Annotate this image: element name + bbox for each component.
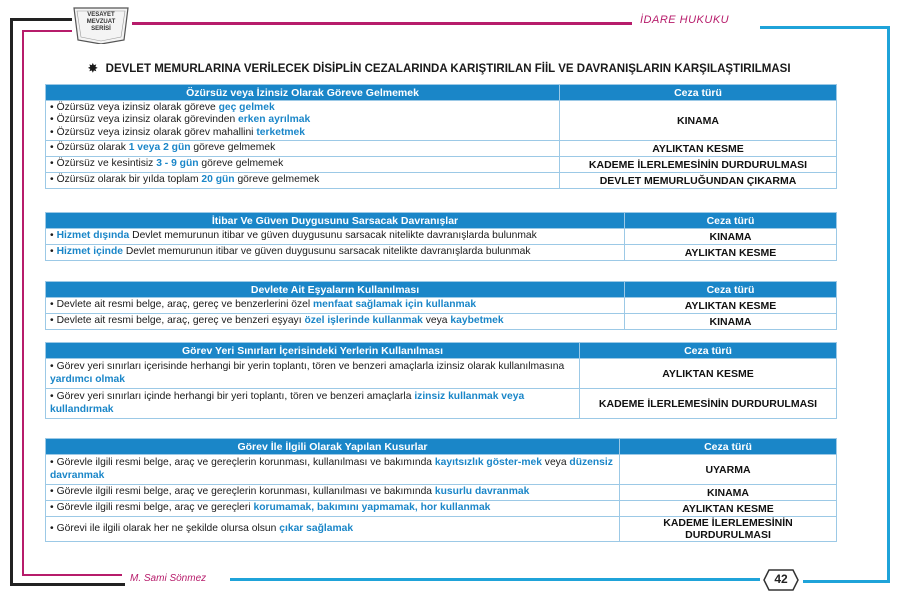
offense-text: Devlete ait resmi belge, araç, gereç ve benzeri eşyayı [56,315,305,327]
offense-line [50,523,615,536]
penalty-type: AYLIKTAN KESME [625,298,837,314]
penalty-type: KINAMA [625,229,837,245]
frame-line [230,578,760,581]
table-row [46,245,837,261]
frame-line [10,583,125,586]
offense-description [46,359,580,389]
page-number: 42 [774,572,788,586]
offense-description [46,157,560,173]
bullet-icon: • [50,114,54,126]
penalty-type: KADEME İLERLEMESİNİN DURDURULMASI [620,517,837,542]
offense-description [46,389,580,419]
bullet-icon: • [50,361,54,372]
bullet-icon: • [50,457,54,468]
section-table [45,212,837,261]
table-row [46,314,837,330]
section-table [45,438,837,542]
offense-description [46,455,620,485]
penalty-type: KADEME İLERLEMESİNİN DURDURULMASI [560,157,837,173]
frame-line [887,26,890,582]
highlight-text: kaybetmek [450,315,504,327]
offense-description [46,485,620,501]
table-row [46,501,837,517]
highlight-text: terketmek [256,126,305,138]
section-heading: Görev İle İlgili Olarak Yapılan Kusurlar [46,439,620,455]
table-row [46,389,837,419]
frame-line [10,18,13,586]
highlight-text: kayıtsızlık göster-mek [434,457,542,468]
bullet-icon: • [50,246,54,258]
table-row [46,298,837,314]
penalty-type: AYLIKTAN KESME [625,245,837,261]
offense-text: Özürsüz veya izinsiz olarak göreve [56,101,219,113]
offense-line [50,142,555,155]
offense-text: veya [541,457,570,468]
offense-description [46,314,625,330]
bullet-icon: • [50,486,54,498]
penalty-heading: Ceza türü [625,213,837,229]
offense-text: Devlet memurunun itibar ve güven duygusunu sarsacak nitelikte davranışlarda bulunmak [129,230,537,242]
penalty-heading: Ceza türü [625,282,837,298]
table-row [46,101,837,141]
offense-text: Görevle ilgili resmi belge, araç ve gereçlerin korunması, kullanılması ve bakımında [56,457,435,468]
offense-line [50,114,555,127]
table-row [46,455,837,485]
penalty-type: KINAMA [625,314,837,330]
highlight-text: kusurlu davranmak [434,486,530,498]
logo-line: MEVZUAT [86,19,116,25]
frame-line [22,574,122,576]
bullet-icon: • [50,126,54,138]
frame-line [22,30,72,32]
section-heading: Görev Yeri Sınırları İçerisindeki Yerlerin Kullanılması [46,343,580,359]
offense-description [46,101,560,141]
highlight-text: menfaat sağlamak için kullanmak [313,299,477,311]
bullet-icon: • [50,522,54,534]
section-table [45,84,837,189]
section-header-row [46,213,837,229]
penalty-type: KINAMA [620,485,837,501]
offense-line [50,315,620,328]
section-header-row [46,85,837,101]
highlight-text: izinsiz kullanmak veya kullandırmak [50,391,525,415]
offense-line [50,230,620,243]
offense-line [50,299,620,312]
offense-text: göreve gelmemek [198,158,284,170]
frame-line [803,580,890,583]
offense-line [50,391,575,416]
offense-description [46,517,620,542]
section-header-row [46,343,837,359]
penalty-heading: Ceza türü [560,85,837,101]
offense-line [50,457,615,482]
highlight-text: özel işlerinde kullanmak [304,315,423,327]
offense-text: Görevi ile ilgili olarak her ne şekilde olursa olsun [56,522,280,534]
table-row [46,359,837,389]
penalty-heading: Ceza türü [620,439,837,455]
page-title-text: DEVLET MEMURLARINA VERİLECEK DİSİPLİN CEZALARINDA KARIŞTIRILAN FİİL VE DAVRANIŞLARIN KARŞILAŞTIRILMASI [105,63,791,75]
bullet-icon: • [50,101,54,113]
offense-text: Özürsüz veya izinsiz olarak görev mahallini [56,126,257,138]
highlight-text: yardımcı olmak [50,373,125,385]
penalty-type: UYARMA [620,455,837,485]
highlight-text: düzensiz davranmak [50,457,613,481]
offense-line [50,127,555,140]
table-row [46,157,837,173]
section-header-row [46,282,837,298]
offense-text: Özürsüz olarak bir yılda toplam [56,174,202,186]
highlight-text: korumamak, bakımını yapmamak, hor kullanmak [253,502,491,514]
offense-text: Özürsüz olarak [56,142,129,154]
author-name: M. Sami Sönmez [130,573,207,584]
section-header-row [46,439,837,455]
offense-line [50,502,615,515]
offense-text: Görev yeri sınırları içinde herhangi bir yeri toplantı, tören ve benzeri amaçlarla [56,391,415,402]
offense-line [50,246,620,259]
penalty-type: KINAMA [560,101,837,141]
frame-line [10,18,72,21]
penalty-type: AYLIKTAN KESME [560,141,837,157]
offense-text: Özürsüz veya izinsiz olarak görevinden [56,114,239,126]
section-heading: Devlete Ait Eşyaların Kullanılması [46,282,625,298]
section-table [45,342,837,419]
highlight-text: 1 veya 2 gün [128,142,191,154]
offense-description [46,298,625,314]
offense-line [50,174,555,187]
offense-line [50,102,555,115]
table-row [46,141,837,157]
bullet-icon: • [50,230,54,242]
offense-text: veya [422,315,451,327]
offense-text: göreve gelmemek [190,142,276,154]
table-row [46,173,837,189]
section-table [45,281,837,330]
highlight-text: Hizmet dışında [56,230,130,242]
offense-line [50,361,575,386]
bullet-icon: • [50,174,54,186]
highlight-text: Hizmet içinde [56,246,123,258]
penalty-type: KADEME İLERLEMESİNİN DURDURULMASI [580,389,837,419]
highlight-text: 3 - 9 gün [156,158,199,170]
bullet-icon: • [50,142,54,154]
bullet-icon: • [50,391,54,402]
bullet-icon: • [50,299,54,311]
brand-title: İDARE HUKUKU [640,14,730,26]
logo-line: SERİSİ [91,26,111,32]
penalty-type: AYLIKTAN KESME [580,359,837,389]
series-logo-text [76,12,126,33]
penalty-type: DEVLET MEMURLUĞUNDAN ÇIKARMA [560,173,837,189]
offense-line [50,486,615,499]
offense-description [46,229,625,245]
penalty-heading: Ceza türü [580,343,837,359]
highlight-text: 20 gün [201,174,235,186]
offense-text: Devlet memurunun itibar ve güven duygusunu sarsacak nitelikte davranışlarda bulunmak [122,246,531,258]
frame-line [760,26,890,29]
offense-description [46,501,620,517]
offense-text: Görev yeri sınırları içerisinde herhangi bir yerin toplantı, tören ve benzeri amaçlarla izinsiz olarak kullanılmasına [56,361,565,372]
offense-text: Görevle ilgili resmi belge, araç ve gereçleri [56,502,254,514]
frame-line [132,22,632,25]
offense-line [50,158,555,171]
highlight-text: erken ayrılmak [238,114,311,126]
logo-line: VESAYET [87,12,115,18]
offense-description [46,245,625,261]
offense-text: Devlete ait resmi belge, araç, gereç ve benzerlerini özel [56,299,314,311]
page-title [88,61,791,75]
bullet-icon: • [50,502,54,514]
highlight-text: geç gelmek [218,101,275,113]
offense-description [46,173,560,189]
frame-line [22,30,24,575]
table-row [46,485,837,501]
offense-text: göreve gelmemek [234,174,320,186]
section-heading: Özürsüz veya İzinsiz Olarak Göreve Gelmemek [46,85,560,101]
bullet-icon: • [50,158,54,170]
highlight-text: çıkar sağlamak [279,522,354,534]
star-icon: ✸ [88,63,98,75]
section-heading: İtibar Ve Güven Duygusunu Sarsacak Davranışlar [46,213,625,229]
offense-text: Görevle ilgili resmi belge, araç ve gereçlerin korunması, kullanılması ve bakımında [56,486,435,498]
table-row [46,229,837,245]
bullet-icon: • [50,315,54,327]
offense-text: Özürsüz ve kesintisiz [56,158,157,170]
offense-description [46,141,560,157]
table-row [46,517,837,542]
penalty-type: AYLIKTAN KESME [620,501,837,517]
